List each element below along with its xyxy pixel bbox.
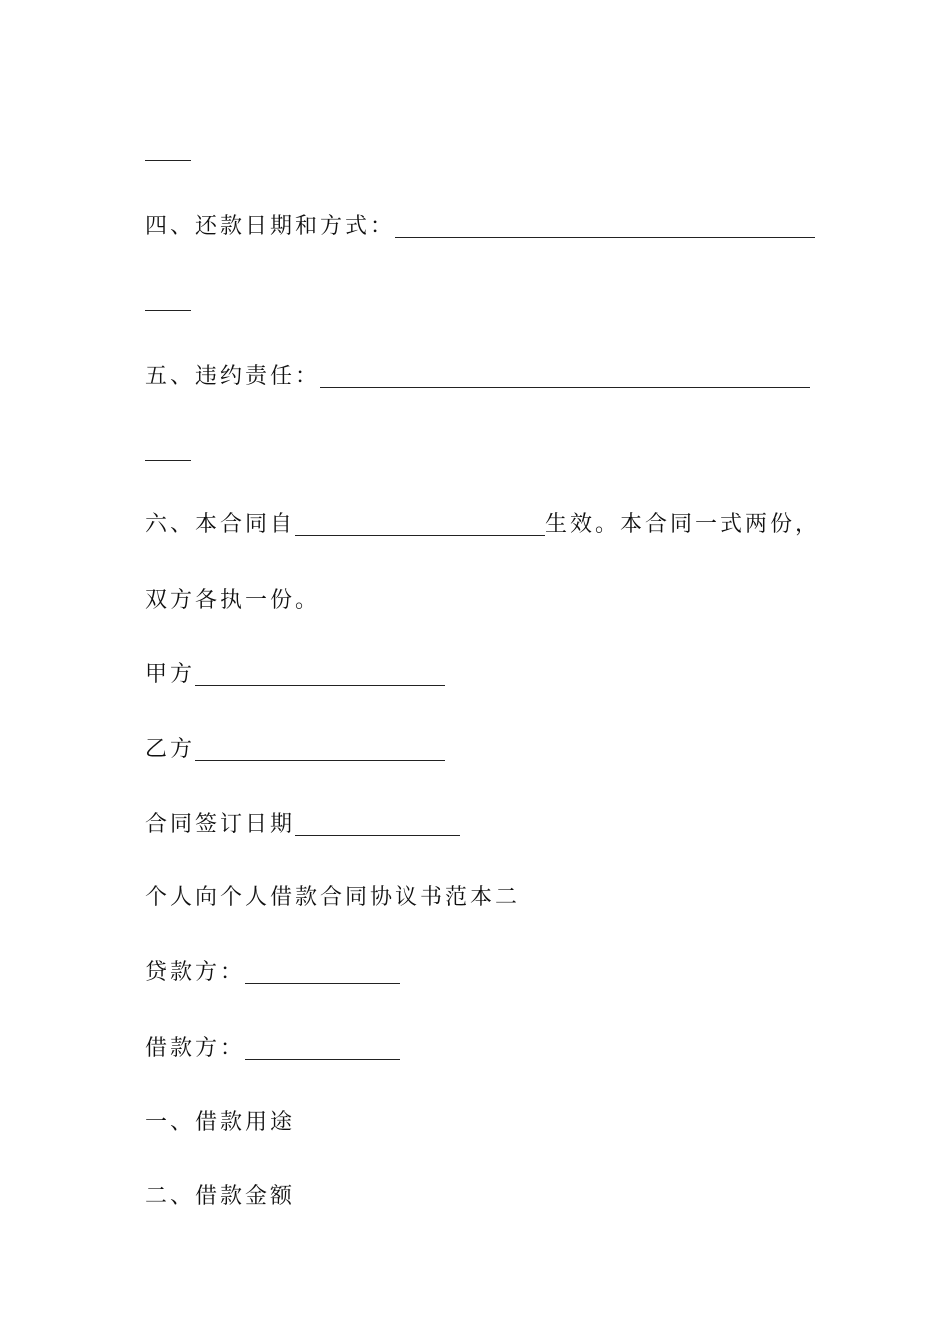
- lender-line: [145, 958, 400, 988]
- effective-label-continued: 双方各执一份。: [145, 588, 321, 613]
- section-title-text: 个人向个人借款合同协议书范本二: [145, 885, 521, 910]
- continuation-blank-line: [145, 310, 191, 311]
- breach-blank[interactable]: [320, 365, 810, 388]
- breach-label: 五、违约责任：: [145, 364, 321, 389]
- party-b-label: 乙方: [145, 737, 196, 762]
- effective-clause: [145, 510, 820, 540]
- loan-amount-label: 二、借款金额: [145, 1184, 296, 1209]
- effective-label-end: 生效。本合同一式两份，: [545, 512, 821, 537]
- sign-date-line: [145, 810, 460, 840]
- loan-amount-item: [145, 1182, 295, 1212]
- lender-blank[interactable]: [245, 961, 400, 984]
- section-title: [145, 883, 520, 913]
- repayment-clause: [145, 212, 815, 242]
- effective-date-blank[interactable]: [295, 513, 545, 536]
- sign-date-label: 合同签订日期: [145, 812, 296, 837]
- continuation-blank-line: [145, 160, 191, 161]
- borrower-blank[interactable]: [245, 1037, 400, 1060]
- party-b-blank[interactable]: [195, 738, 445, 761]
- effective-label-start: 六、本合同自: [145, 512, 296, 537]
- repayment-label: 四、还款日期和方式：: [145, 214, 396, 239]
- loan-purpose-label: 一、借款用途: [145, 1110, 296, 1135]
- breach-clause: [145, 362, 810, 392]
- repayment-blank[interactable]: [395, 215, 815, 238]
- borrower-label: 借款方：: [145, 1036, 246, 1061]
- party-a-line: [145, 660, 445, 690]
- continuation-blank-line: [145, 460, 191, 461]
- sign-date-blank[interactable]: [295, 813, 460, 836]
- lender-label: 贷款方：: [145, 960, 246, 985]
- party-a-label: 甲方: [145, 662, 196, 687]
- borrower-line: [145, 1034, 400, 1064]
- effective-clause-continued: [145, 586, 320, 616]
- party-a-blank[interactable]: [195, 663, 445, 686]
- party-b-line: [145, 735, 445, 765]
- loan-purpose-item: [145, 1108, 295, 1138]
